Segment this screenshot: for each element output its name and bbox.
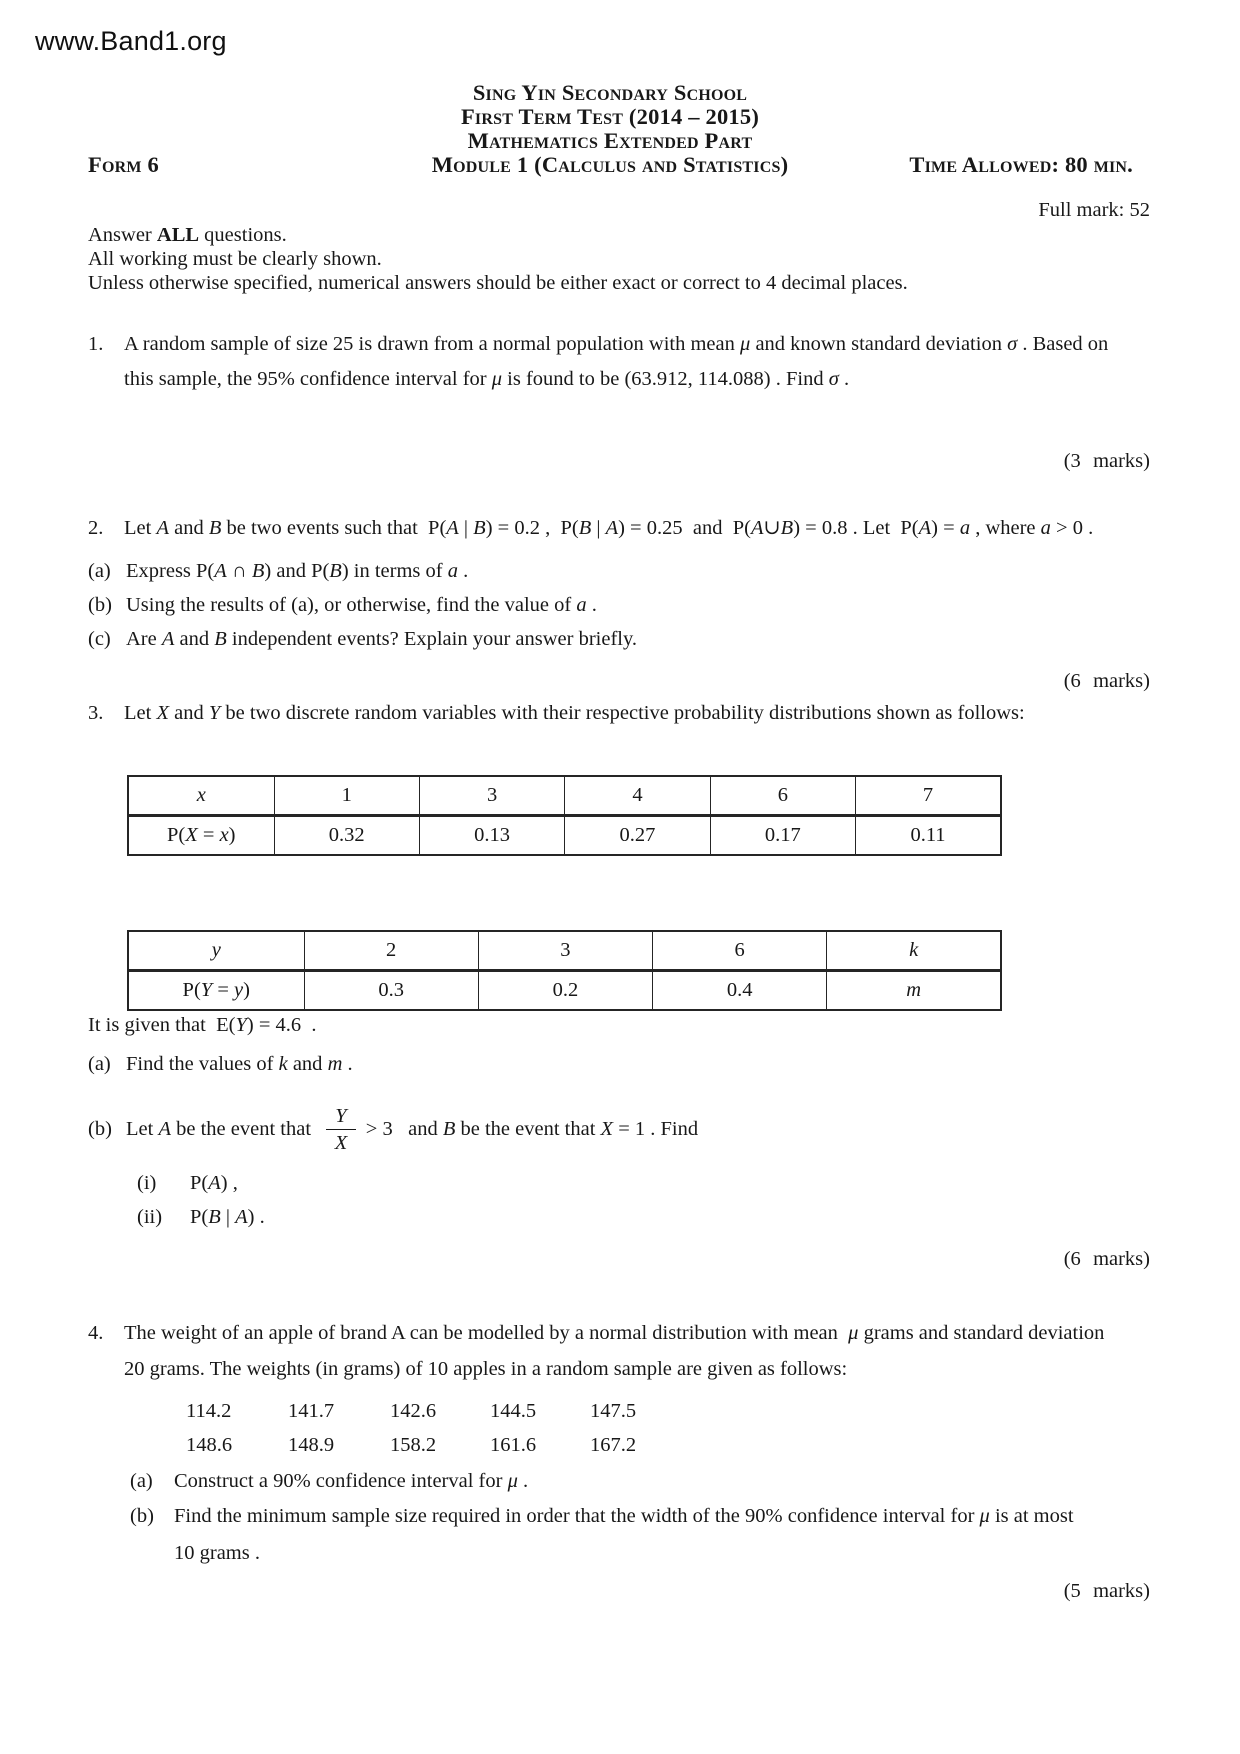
instruction-answer-all: Answer ALL questions. bbox=[88, 224, 287, 246]
fraction: $\frac{Y}{X}$ bbox=[326, 1105, 355, 1154]
table-y-value-cell: 3 bbox=[478, 931, 652, 970]
q3-part-bi-text: P(A) , bbox=[190, 1172, 238, 1194]
q2-part-c-label: (c) bbox=[88, 628, 111, 650]
q3-part-bii-label: (ii) bbox=[137, 1206, 163, 1228]
table-y-value-cell: 6 bbox=[653, 931, 827, 970]
table-x-prob-cell: 0.32 bbox=[274, 815, 419, 855]
q3-part-bii-text: P(B | A) . bbox=[190, 1206, 265, 1228]
q4-part-b-label: (b) bbox=[130, 1505, 154, 1527]
q1-text-line2: this sample, the 95% confidence interval for μ is found to be (63.912, 114.088) . Find σ . bbox=[124, 368, 850, 390]
q2-number: 2. bbox=[88, 517, 104, 539]
q3-part-a-label: (a) bbox=[88, 1053, 111, 1075]
table-x-value-cell: 4 bbox=[565, 776, 710, 815]
q2-intro: Let A and B be two events such that P(A | B) = 0.2 , P(B | A) = 0.25 and P(A∪B) = 0.8 . Let P(A) = a , where a > 0 . bbox=[124, 517, 1094, 539]
q3-number: 3. bbox=[88, 702, 104, 724]
weight-value: 144.5 bbox=[490, 1400, 537, 1422]
q2-part-b-text: Using the results of (a), or otherwise, find the value of a . bbox=[126, 594, 597, 616]
table-y-prob-cell: m bbox=[827, 970, 1001, 1010]
table-x-prob-cell: 0.11 bbox=[856, 815, 1001, 855]
table-x-value-cell: 1 bbox=[274, 776, 419, 815]
weight-value: 147.5 bbox=[590, 1400, 637, 1422]
table-y-value-cell: k bbox=[827, 931, 1001, 970]
table-y-prob-row bbox=[128, 970, 1001, 1010]
q3-intro: Let X and Y be two discrete random variables with their respective probability distributions shown as follows: bbox=[124, 702, 1025, 724]
q2-part-a-label: (a) bbox=[88, 560, 111, 582]
table-y-value-cell: 2 bbox=[304, 931, 478, 970]
table-x-prob-label: P(X = x) bbox=[128, 815, 274, 855]
table-y-prob-label: P(Y = y) bbox=[128, 970, 304, 1010]
prob-table-x bbox=[127, 775, 1002, 856]
q2-part-c-text: Are A and B independent events? Explain your answer briefly. bbox=[126, 628, 638, 650]
table-y-prob-cell: 0.4 bbox=[653, 970, 827, 1010]
table-y-prob-cell: 0.3 bbox=[304, 970, 478, 1010]
instruction-working: All working must be clearly shown. bbox=[88, 248, 382, 270]
table-x-value-cell: 7 bbox=[856, 776, 1001, 815]
table-x-var-cell: x bbox=[128, 776, 274, 815]
q3-part-b bbox=[88, 1092, 698, 1166]
q3-given-expectation: It is given that E(Y) = 4.6 . bbox=[88, 1014, 317, 1036]
time-allowed: Time Allowed: 80 min. bbox=[909, 152, 1133, 177]
weight-value: 141.7 bbox=[288, 1400, 335, 1422]
table-y-var-cell: y bbox=[128, 931, 304, 970]
weight-value: 158.2 bbox=[390, 1434, 437, 1456]
table-x-value-cell: 6 bbox=[710, 776, 855, 815]
weight-value: 161.6 bbox=[490, 1434, 537, 1456]
weight-value: 114.2 bbox=[186, 1400, 232, 1422]
instruction-precision: Unless otherwise specified, numerical answers should be either exact or correct to 4 decimal places. bbox=[88, 272, 908, 294]
q1-text-line1: A random sample of size 25 is drawn from a normal population with mean μ and known standard deviation σ . Based on bbox=[124, 333, 1109, 355]
q4-part-a-label: (a) bbox=[130, 1470, 153, 1492]
q2-marks: (6 marks) bbox=[1063, 670, 1150, 692]
table-x-value-cell: 3 bbox=[419, 776, 564, 815]
weight-value: 142.6 bbox=[390, 1400, 437, 1422]
table-x-prob-cell: 0.27 bbox=[565, 815, 710, 855]
prob-table-y bbox=[127, 930, 1002, 1011]
q3-part-bi-label: (i) bbox=[137, 1172, 157, 1194]
q1-marks: (3 marks) bbox=[1063, 450, 1150, 472]
weight-value: 148.6 bbox=[186, 1434, 233, 1456]
table-x-header-row bbox=[128, 776, 1001, 815]
q4-part-a-text: Construct a 90% confidence interval for μ . bbox=[174, 1470, 529, 1492]
q2-part-b-label: (b) bbox=[88, 594, 112, 616]
q4-text-line1: The weight of an apple of brand A can be modelled by a normal distribution with mean μ grams and standard deviation bbox=[124, 1322, 1105, 1344]
test-title: First Term Test (2014 – 2015) bbox=[460, 104, 760, 129]
school-name: Sing Yin Secondary School bbox=[472, 80, 748, 105]
q3-marks: (6 marks) bbox=[1063, 1248, 1150, 1270]
module-title: Module 1 (Calculus and Statistics) bbox=[431, 152, 789, 177]
q3-part-b-text: Let A be the event that $\frac{Y}{X}$ > 3 and B be the event that X = 1 . Find bbox=[126, 1104, 699, 1154]
q4-part-b-text: Find the minimum sample size required in order that the width of the 90% confidence interval for μ is at most bbox=[174, 1505, 1074, 1527]
q2-part-a-text: Express P(A ∩ B) and P(B) in terms of a . bbox=[126, 560, 469, 582]
q1-number: 1. bbox=[88, 333, 104, 355]
q4-marks: (5 marks) bbox=[1063, 1580, 1150, 1602]
q4-text-line2: 20 grams. The weights (in grams) of 10 apples in a random sample are given as follows: bbox=[124, 1358, 848, 1380]
table-y-prob-cell: 0.2 bbox=[478, 970, 652, 1010]
table-x-prob-cell: 0.17 bbox=[710, 815, 855, 855]
q4-number: 4. bbox=[88, 1322, 104, 1344]
watermark-url: www.Band1.org bbox=[35, 26, 227, 56]
full-mark: Full mark: 52 bbox=[1038, 199, 1150, 221]
q4-part-b-text-line2: 10 grams . bbox=[174, 1542, 260, 1564]
q3-part-a-text: Find the values of k and m . bbox=[126, 1053, 353, 1075]
form-label: Form 6 bbox=[88, 152, 159, 177]
weight-value: 167.2 bbox=[590, 1434, 637, 1456]
table-y-header-row bbox=[128, 931, 1001, 970]
weight-value: 148.9 bbox=[288, 1434, 335, 1456]
q3-part-b-label: (b) bbox=[88, 1117, 112, 1140]
subject-title: Mathematics Extended Part bbox=[467, 128, 753, 153]
table-x-prob-row bbox=[128, 815, 1001, 855]
table-x-prob-cell: 0.13 bbox=[419, 815, 564, 855]
